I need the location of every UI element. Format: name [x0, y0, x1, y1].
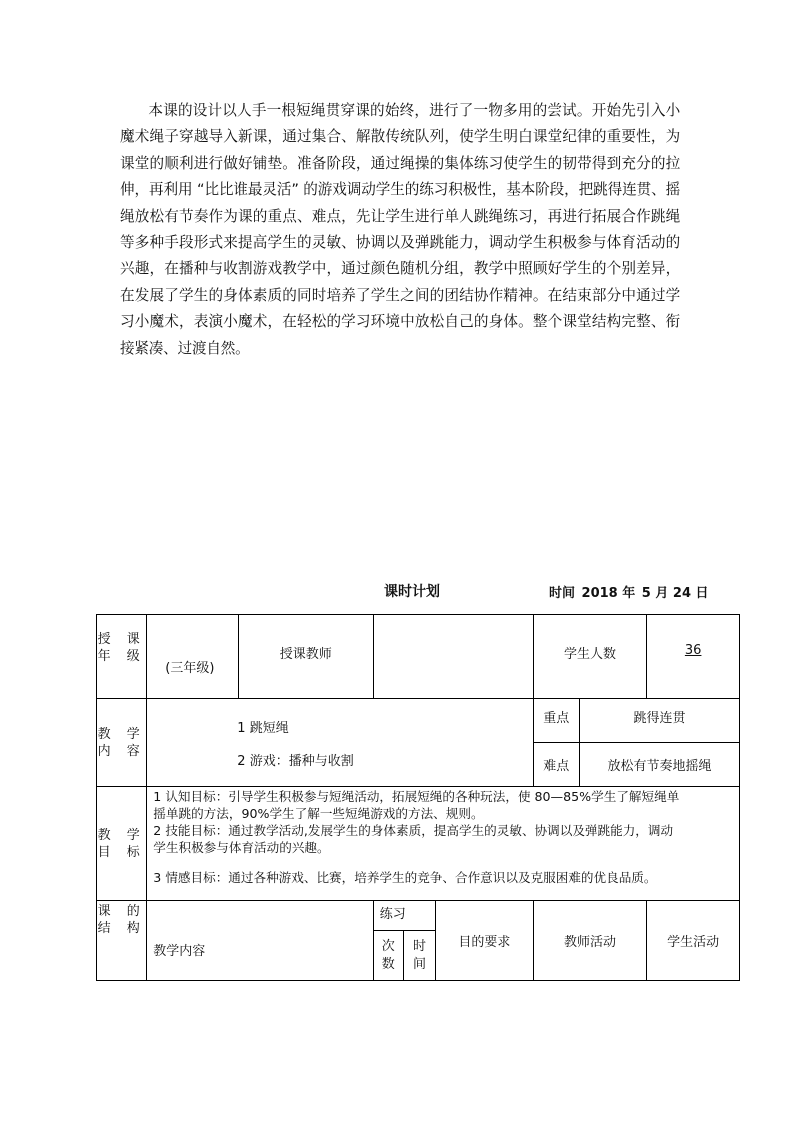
intro-line: 培养了学生之间的团结协作精神。在结束部分中通过学习小魔术，表演小魔术，: [120, 286, 681, 331]
times-col-label: 次: [381, 938, 395, 954]
key-label-cell: [533, 699, 579, 743]
students-label-cell: [533, 615, 647, 699]
students-value-cell: [647, 615, 740, 699]
date-year: 2018 年: [581, 586, 636, 601]
teacher-label: 授课教师: [279, 647, 332, 662]
grade-value: (三年级): [165, 661, 215, 676]
students-label: 学生人数: [563, 647, 616, 662]
student-activity-col-header: 学生活动: [647, 901, 740, 981]
practice-col-label: 练习: [379, 907, 406, 922]
intro-line: 本课的设计以人手一根短绳贯穿课的始终，进行了一物多用的尝试。开始先: [148, 102, 637, 119]
practice-col-header: [373, 901, 435, 931]
duration-col-header: [403, 931, 435, 981]
date-label: 时间: [549, 586, 576, 601]
teacher-value-cell: [373, 615, 533, 699]
grade-row: [97, 615, 740, 699]
date-month-day: 5 月 24 日: [641, 586, 709, 601]
content-items-cell: [147, 699, 533, 787]
goal-line: 2 技能目标：通过教学活动,发展学生的身体素质，提高学生的灵敏、协调以及弹跳能力，调动: [153, 823, 674, 838]
goals-label-cell: [97, 787, 147, 901]
content-item: 1 跳短绳: [237, 720, 289, 736]
content-col-label: 教学内容: [153, 944, 206, 959]
content-row-1: [97, 699, 740, 743]
intro-line: 人跳绳练习，再进行拓展合作跳绳等多种手段形式来提高学生的灵敏、协调以及: [120, 207, 680, 252]
plan-date: [549, 582, 711, 601]
key-value-cell: [579, 699, 739, 743]
duration-col-label: 时: [412, 938, 426, 954]
grade-label-cell: [97, 615, 147, 699]
intro-line: 的重要性，为课堂的顺利进行做好铺垫。准备阶段，通过绳操的集体练习使学生: [120, 128, 680, 172]
goal-line: 1 认知目标：引导学生积极参与短绳活动，拓展短绳的各种玩法，使 80—85%学生了解短绳单: [153, 789, 680, 804]
requirements-col-header: 目的要求: [436, 901, 534, 981]
duration-col-label: 间: [412, 956, 426, 972]
content-label-line: 内 容: [97, 743, 146, 759]
content-label-cell: [97, 699, 147, 787]
structure-header-row-1: [97, 901, 740, 931]
difficulty-label-cell: 难点: [533, 743, 579, 787]
intro-paragraph: [120, 98, 680, 362]
intro-line: 颜色随机分组，教学中照顾好学生的个别差异，在发展了学生的身体素质的同时: [120, 260, 680, 304]
times-col-label: 数: [381, 956, 395, 972]
goal-line: 学生积极参与体育活动的兴趣。: [153, 840, 330, 855]
intro-line: 基本阶段，把跳得连贯、摇绳放松有节奏作为课的重点、难点，先让学生进行单: [120, 181, 680, 225]
lesson-plan-table: [96, 614, 740, 981]
goal-line: 3 情感目标：通过各种游戏、比赛，培养学生的竞争、合作意识以及克服困难的优良品质。: [153, 870, 657, 885]
plan-title: 课时计划: [384, 584, 440, 600]
difficulty-value-cell: 放松有节奏地摇绳: [579, 743, 739, 787]
structure-label-cell: [97, 901, 147, 981]
goals-cell: [147, 787, 740, 901]
content-col-header: [147, 901, 373, 981]
goals-row: [97, 787, 740, 901]
key-label: 重点: [543, 711, 570, 726]
content-item: 2 游戏：播种与收割: [237, 753, 354, 769]
intro-line: 在轻松的学习环境中放松自己的身体。整个课堂结构完整、衔接紧凑、过渡自然。: [120, 313, 680, 357]
grade-label-line: 授 课: [97, 631, 146, 647]
content-label-line: 教 学: [97, 726, 146, 742]
goal-line: 摇单跳的方法，90%学生了解一些短绳游戏的方法、规则。: [153, 806, 484, 821]
grade-value-cell: [147, 615, 239, 699]
goals-label-line: 教 学: [97, 827, 146, 843]
structure-label-line: 课 的: [97, 904, 146, 919]
intro-line: 引入小魔术绳子穿越导入新课，通过集合、解散传统队列，使学生明白课堂纪律: [120, 102, 680, 146]
students-value: 36: [684, 643, 702, 658]
teacher-label-cell: [238, 615, 373, 699]
structure-label-line: 结 构: [97, 921, 146, 936]
grade-label-line: 年 级: [97, 648, 146, 664]
key-value: 跳得连贯: [633, 711, 686, 726]
intro-line: 的韧带得到充分的拉伸，再利用 “比比谁最灵活” 的游戏调动学生的练习积极性，: [120, 154, 681, 199]
times-col-header: [373, 931, 403, 981]
goals-label-line: 目 标: [97, 844, 146, 860]
teacher-activity-col-header: 教师活动: [533, 901, 647, 981]
intro-line: 弹跳能力，调动学生积极参与体育活动的兴趣，在播种与收割游戏教学中，通过: [120, 234, 680, 278]
